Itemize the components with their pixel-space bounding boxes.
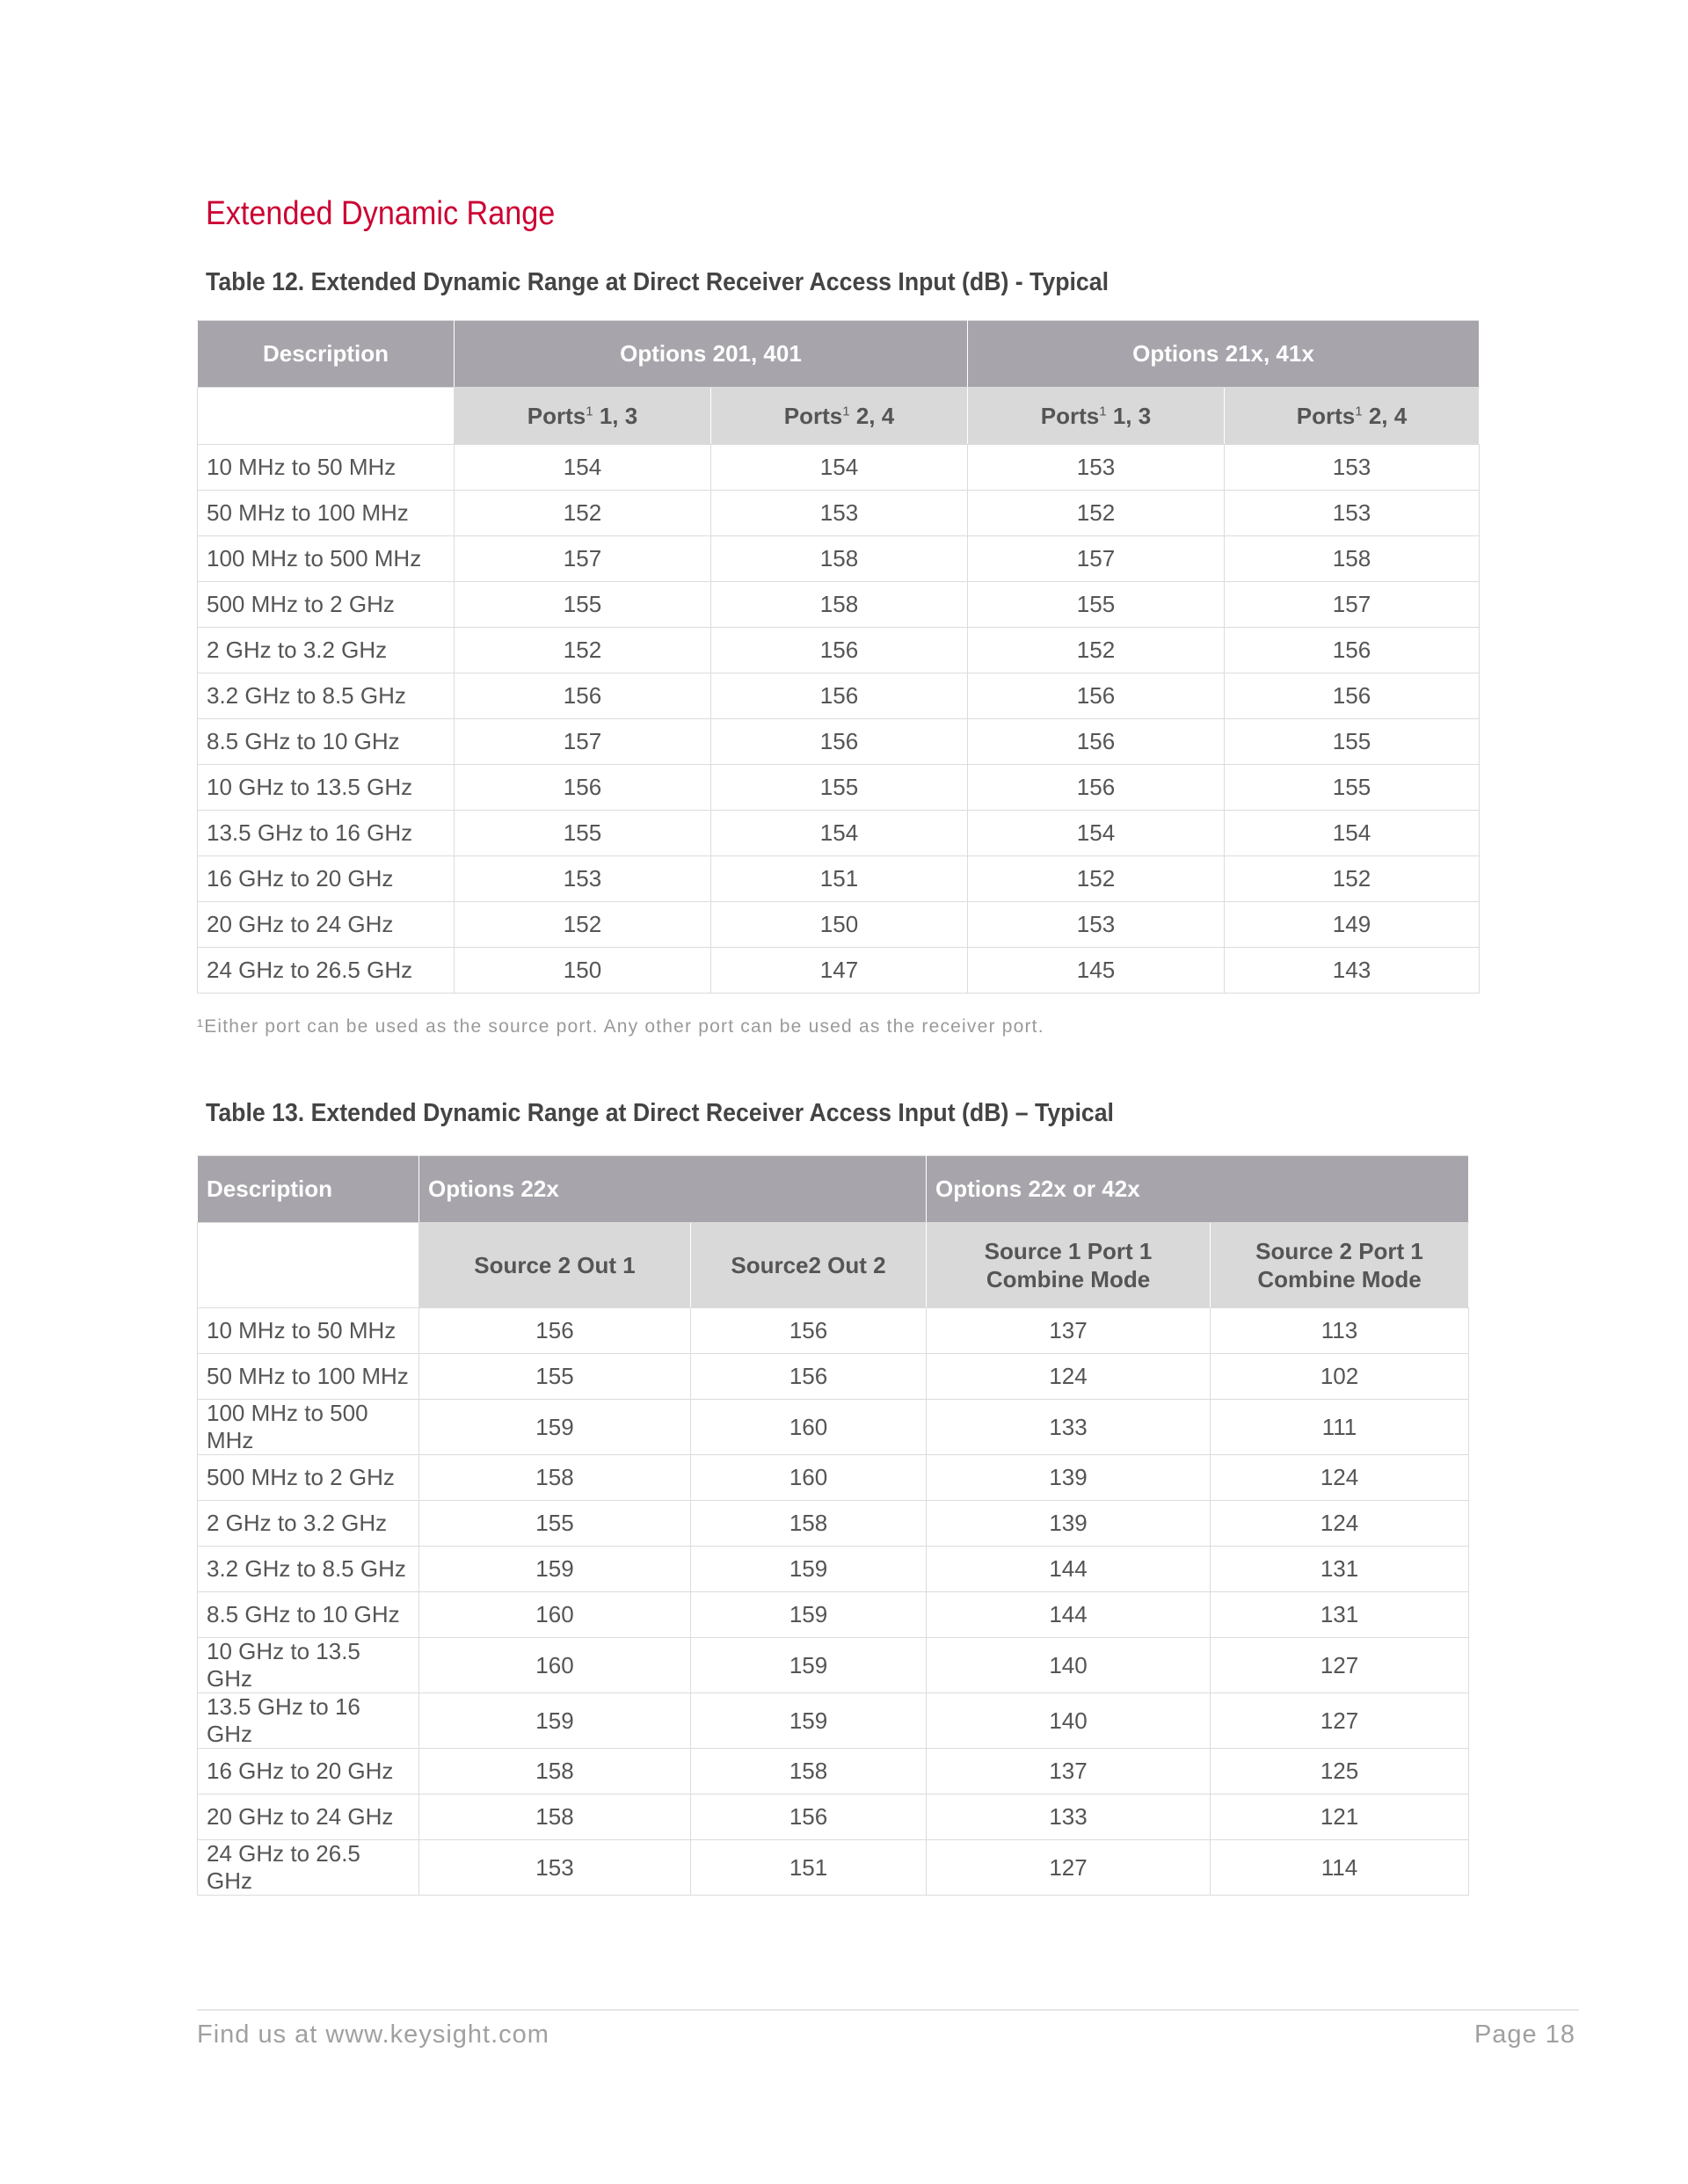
frequency-range-cell: 20 GHz to 24 GHz [198,902,455,948]
dynamic-range-value: 154 [1225,811,1480,856]
table-row [198,582,1480,628]
dynamic-range-value: 121 [1211,1795,1469,1840]
table-row [198,856,1480,902]
table-row [198,491,1480,536]
dynamic-range-value: 153 [968,445,1225,491]
dynamic-range-value: 155 [419,1501,691,1547]
table-row [198,536,1480,582]
dynamic-range-value: 137 [927,1308,1211,1354]
column-group-header: Options 22x [419,1156,927,1223]
table-row [198,1638,1469,1693]
dynamic-range-value: 152 [455,628,711,673]
frequency-range-cell: 13.5 GHz to 16 GHz [198,811,455,856]
dynamic-range-value: 111 [1211,1400,1469,1455]
table-row [198,765,1480,811]
dynamic-range-value: 156 [968,765,1225,811]
dynamic-range-value: 131 [1211,1547,1469,1592]
frequency-range-cell: 10 GHz to 13.5 GHz [198,1638,419,1693]
table-row [198,948,1480,994]
dynamic-range-value: 114 [1211,1840,1469,1896]
dynamic-range-value: 140 [927,1638,1211,1693]
frequency-range-cell: 50 MHz to 100 MHz [198,1354,419,1400]
dynamic-range-value: 124 [1211,1501,1469,1547]
dynamic-range-value: 127 [1211,1693,1469,1749]
footer-divider [197,2009,1579,2011]
dynamic-range-value: 143 [1225,948,1480,994]
dynamic-range-value: 157 [1225,582,1480,628]
dynamic-range-value: 144 [927,1547,1211,1592]
dynamic-range-value: 158 [419,1749,691,1795]
dynamic-range-value: 154 [968,811,1225,856]
dynamic-range-value: 147 [711,948,968,994]
frequency-range-cell: 20 GHz to 24 GHz [198,1795,419,1840]
dynamic-range-value: 156 [711,673,968,719]
dynamic-range-value: 153 [1225,491,1480,536]
dynamic-range-value: 156 [691,1354,927,1400]
frequency-range-cell: 10 MHz to 50 MHz [198,445,455,491]
table-row [198,1592,1469,1638]
dynamic-range-value: 159 [419,1547,691,1592]
frequency-range-cell: 100 MHz to 500 MHz [198,536,455,582]
dynamic-range-value: 140 [927,1693,1211,1749]
table-13-caption: Table 13. Extended Dynamic Range at Direct Receiver Access Input (dB) – Typical [206,1099,1114,1127]
column-header-description: Description [198,1156,419,1223]
dynamic-range-value: 102 [1211,1354,1469,1400]
dynamic-range-value: 125 [1211,1749,1469,1795]
dynamic-range-value: 133 [927,1795,1211,1840]
table-12-subheader-row [198,388,1480,445]
table-12-caption: Table 12. Extended Dynamic Range at Direct Receiver Access Input (dB) - Typical [206,268,1110,296]
dynamic-range-value: 160 [691,1455,927,1501]
dynamic-range-value: 159 [419,1400,691,1455]
column-subheader: Ports$^1$ 2, 4 [1225,388,1480,445]
dynamic-range-value: 159 [691,1638,927,1693]
dynamic-range-value: 159 [691,1592,927,1638]
column-subheader: Source2 Out 2 [691,1223,927,1308]
dynamic-range-value: 160 [419,1638,691,1693]
frequency-range-cell: 13.5 GHz to 16 GHz [198,1693,419,1749]
table-row [198,1795,1469,1840]
dynamic-range-value: 152 [968,856,1225,902]
table-13 [197,1155,1469,1896]
dynamic-range-value: 156 [711,719,968,765]
dynamic-range-value: 157 [968,536,1225,582]
frequency-range-cell: 3.2 GHz to 8.5 GHz [198,673,455,719]
dynamic-range-value: 156 [691,1308,927,1354]
table-row [198,673,1480,719]
dynamic-range-value: 155 [455,582,711,628]
empty-header-cell [198,388,455,445]
empty-header-cell [198,1223,419,1308]
dynamic-range-value: 155 [419,1354,691,1400]
page-title: Extended Dynamic Range [206,195,556,232]
table-12-footnote: ¹Either port can be used as the source port. Any other port can be used as the receiver port. [197,1016,1044,1037]
dynamic-range-value: 152 [455,902,711,948]
dynamic-range-value: 156 [711,628,968,673]
dynamic-range-value: 150 [455,948,711,994]
dynamic-range-value: 155 [455,811,711,856]
dynamic-range-value: 133 [927,1400,1211,1455]
dynamic-range-value: 155 [1225,765,1480,811]
table-row [198,1501,1469,1547]
dynamic-range-value: 151 [691,1840,927,1896]
frequency-range-cell: 500 MHz to 2 GHz [198,1455,419,1501]
dynamic-range-value: 158 [711,536,968,582]
dynamic-range-value: 157 [455,536,711,582]
page-number: Page 18 [1473,2020,1575,2049]
dynamic-range-value: 155 [711,765,968,811]
column-subheader: Source 1 Port 1 Combine Mode [927,1223,1211,1308]
dynamic-range-value: 156 [419,1308,691,1354]
frequency-range-cell: 500 MHz to 2 GHz [198,582,455,628]
dynamic-range-value: 153 [711,491,968,536]
dynamic-range-value: 156 [1225,628,1480,673]
column-group-header: Options 201, 401 [455,321,968,388]
table-row [198,1693,1469,1749]
dynamic-range-value: 158 [711,582,968,628]
dynamic-range-value: 159 [691,1693,927,1749]
frequency-range-cell: 24 GHz to 26.5 GHz [198,948,455,994]
table-row [198,445,1480,491]
table-row [198,1840,1469,1896]
table-row [198,628,1480,673]
dynamic-range-value: 158 [691,1749,927,1795]
frequency-range-cell: 10 GHz to 13.5 GHz [198,765,455,811]
dynamic-range-value: 158 [419,1795,691,1840]
column-subheader: Ports$^1$ 1, 3 [968,388,1225,445]
table-row [198,1308,1469,1354]
frequency-range-cell: 2 GHz to 3.2 GHz [198,628,455,673]
frequency-range-cell: 8.5 GHz to 10 GHz [198,1592,419,1638]
table-12-header-row [198,321,1480,388]
dynamic-range-value: 137 [927,1749,1211,1795]
dynamic-range-value: 124 [927,1354,1211,1400]
table-13-subheader-row [198,1223,1469,1308]
table-row [198,902,1480,948]
frequency-range-cell: 100 MHz to 500 MHz [198,1400,419,1455]
column-subheader: Ports$^1$ 2, 4 [711,388,968,445]
frequency-range-cell: 2 GHz to 3.2 GHz [198,1501,419,1547]
column-subheader: Source 2 Out 1 [419,1223,691,1308]
dynamic-range-value: 127 [1211,1638,1469,1693]
dynamic-range-value: 144 [927,1592,1211,1638]
frequency-range-cell: 50 MHz to 100 MHz [198,491,455,536]
column-subheader: Source 2 Port 1 Combine Mode [1211,1223,1469,1308]
table-row [198,1400,1469,1455]
frequency-range-cell: 24 GHz to 26.5 GHz [198,1840,419,1896]
dynamic-range-value: 154 [711,811,968,856]
dynamic-range-value: 139 [927,1455,1211,1501]
dynamic-range-value: 158 [419,1455,691,1501]
dynamic-range-value: 152 [1225,856,1480,902]
table-row [198,719,1480,765]
dynamic-range-value: 113 [1211,1308,1469,1354]
dynamic-range-value: 156 [455,673,711,719]
table-12 [197,320,1480,994]
dynamic-range-value: 156 [691,1795,927,1840]
dynamic-range-value: 124 [1211,1455,1469,1501]
dynamic-range-value: 150 [711,902,968,948]
dynamic-range-value: 156 [1225,673,1480,719]
table-13-header-row [198,1156,1469,1223]
dynamic-range-value: 160 [691,1400,927,1455]
frequency-range-cell: 16 GHz to 20 GHz [198,856,455,902]
dynamic-range-value: 159 [691,1547,927,1592]
dynamic-range-value: 153 [419,1840,691,1896]
dynamic-range-value: 155 [968,582,1225,628]
column-group-header: Options 21x, 41x [968,321,1480,388]
table-row [198,1455,1469,1501]
dynamic-range-value: 158 [1225,536,1480,582]
dynamic-range-value: 158 [691,1501,927,1547]
table-row [198,1749,1469,1795]
dynamic-range-value: 153 [455,856,711,902]
dynamic-range-value: 153 [968,902,1225,948]
frequency-range-cell: 10 MHz to 50 MHz [198,1308,419,1354]
dynamic-range-value: 155 [1225,719,1480,765]
dynamic-range-value: 154 [711,445,968,491]
dynamic-range-value: 159 [419,1693,691,1749]
dynamic-range-value: 139 [927,1501,1211,1547]
dynamic-range-value: 157 [455,719,711,765]
column-group-header: Options 22x or 42x [927,1156,1469,1223]
dynamic-range-value: 127 [927,1840,1211,1896]
dynamic-range-value: 149 [1225,902,1480,948]
dynamic-range-value: 131 [1211,1592,1469,1638]
table-row [198,1354,1469,1400]
dynamic-range-value: 152 [455,491,711,536]
dynamic-range-value: 152 [968,491,1225,536]
column-subheader: Ports$^1$ 1, 3 [455,388,711,445]
dynamic-range-value: 154 [455,445,711,491]
dynamic-range-value: 160 [419,1592,691,1638]
frequency-range-cell: 8.5 GHz to 10 GHz [198,719,455,765]
dynamic-range-value: 156 [455,765,711,811]
column-header-description: Description [198,321,455,388]
dynamic-range-value: 156 [968,719,1225,765]
table-row [198,1547,1469,1592]
table-row [198,811,1480,856]
frequency-range-cell: 3.2 GHz to 8.5 GHz [198,1547,419,1592]
dynamic-range-value: 153 [1225,445,1480,491]
dynamic-range-value: 152 [968,628,1225,673]
footer-website: Find us at www.keysight.com [197,2020,549,2049]
frequency-range-cell: 16 GHz to 20 GHz [198,1749,419,1795]
dynamic-range-value: 151 [711,856,968,902]
dynamic-range-value: 145 [968,948,1225,994]
dynamic-range-value: 156 [968,673,1225,719]
